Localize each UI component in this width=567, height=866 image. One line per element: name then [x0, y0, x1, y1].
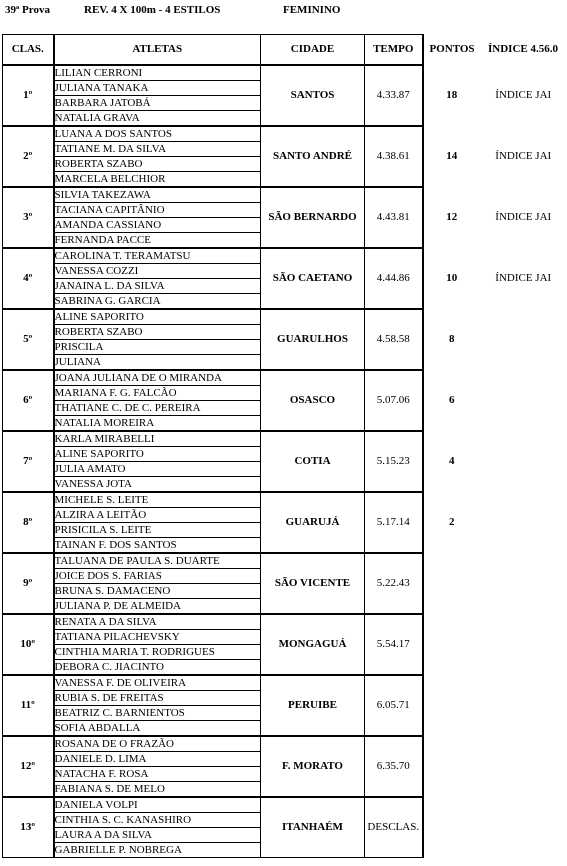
city-cell: MONGAGUÁ	[261, 614, 365, 675]
time-cell: 4.33.87	[365, 65, 423, 126]
time-cell: 6.05.71	[365, 675, 423, 736]
city-cell: SANTOS	[261, 65, 365, 126]
time-cell: 4.43.81	[365, 187, 423, 248]
athlete-name: MICHELE S. LEITE	[54, 492, 261, 508]
city-cell: GUARULHOS	[261, 309, 365, 370]
table-row	[3, 553, 566, 569]
time-cell: 6.35.70	[365, 736, 423, 797]
index-cell	[481, 431, 566, 492]
city-cell: ITANHAÉM	[261, 797, 365, 858]
table-row	[3, 187, 566, 203]
athlete-name: VANESSA COZZI	[54, 264, 261, 279]
athlete-name: MARIANA F. G. FALCÃO	[54, 386, 261, 401]
athlete-name: TACIANA CAPITÂNIO	[54, 203, 261, 218]
table-row	[3, 248, 566, 264]
table-row	[3, 736, 566, 752]
athlete-name: CINTHIA S. C. KANASHIRO	[54, 813, 261, 828]
index-cell: ÍNDICE JAI	[495, 89, 552, 101]
table-row	[3, 614, 566, 630]
athlete-name: ROBERTA SZABO	[54, 325, 261, 340]
athlete-name: BEATRIZ C. BARNIENTOS	[54, 706, 261, 721]
athlete-name: TATIANA PILACHEVSKY	[54, 630, 261, 645]
placement-cell: 2º	[3, 126, 54, 187]
athlete-name: JULIANA TANAKA	[54, 81, 261, 96]
table-row	[3, 65, 566, 81]
athlete-name: LILIAN CERRONI	[54, 65, 261, 81]
athlete-name: LUANA A DOS SANTOS	[54, 126, 261, 142]
event-name: REV. 4 X 100m - 4 ESTILOS	[84, 4, 221, 16]
points-cell: 6	[449, 394, 455, 406]
points-cell: 10	[446, 272, 458, 284]
athlete-name: TAINAN F. DOS SANTOS	[54, 538, 261, 554]
athlete-name: LAURA A DA SILVA	[54, 828, 261, 843]
athlete-name: DANIELA VOLPI	[54, 797, 261, 813]
athlete-name: ALINE SAPORITO	[54, 447, 261, 462]
col-header-pontos: PONTOS	[429, 43, 475, 56]
athlete-name: TALUANA DE PAULA S. DUARTE	[54, 553, 261, 569]
city-cell: SANTO ANDRÉ	[261, 126, 365, 187]
placement-cell: 4º	[3, 248, 54, 309]
placement-cell: 8º	[3, 492, 54, 553]
athlete-name: ROSANA DE O FRAZÃO	[54, 736, 261, 752]
points-cell: 18	[446, 89, 458, 101]
athlete-name: AMANDA CASSIANO	[54, 218, 261, 233]
athlete-name: VANESSA JOTA	[54, 477, 261, 493]
athlete-name: PRISCILA	[54, 340, 261, 355]
athlete-name: ALINE SAPORITO	[54, 309, 261, 325]
city-cell: PERUIBE	[261, 675, 365, 736]
placement-cell: 7º	[3, 431, 54, 492]
points-cell: 12	[446, 211, 458, 223]
index-cell: ÍNDICE JAI	[495, 150, 552, 162]
athlete-name: PRISICILA S. LEITE	[54, 523, 261, 538]
index-cell	[481, 675, 566, 736]
placement-cell: 12º	[3, 736, 54, 797]
placement-cell: 13º	[3, 797, 54, 858]
index-cell: ÍNDICE JAI	[495, 272, 552, 284]
points-cell	[423, 797, 481, 858]
col-header-atletas: ATLETAS	[54, 35, 261, 66]
col-header-tempo: TEMPO	[365, 35, 423, 66]
athlete-name: GABRIELLE P. NOBREGA	[54, 843, 261, 858]
index-cell: ÍNDICE JAI	[495, 211, 552, 223]
athlete-name: JOICE DOS S. FARIAS	[54, 569, 261, 584]
athlete-name: KARLA MIRABELLI	[54, 431, 261, 447]
athlete-name: JULIANA	[54, 355, 261, 371]
index-cell	[481, 736, 566, 797]
athlete-name: NATACHA F. ROSA	[54, 767, 261, 782]
athlete-name: JULIA AMATO	[54, 462, 261, 477]
city-cell: F. MORATO	[261, 736, 365, 797]
time-cell: 4.58.58	[365, 309, 423, 370]
time-cell: DESCLAS.	[365, 797, 423, 858]
event-number: 39ª Prova	[5, 4, 50, 16]
athlete-name: NATALIA MOREIRA	[54, 416, 261, 432]
athlete-name: JANAINA L. DA SILVA	[54, 279, 261, 294]
placement-cell: 9º	[3, 553, 54, 614]
table-row	[3, 492, 566, 508]
athlete-name: DEBORA C. JIACINTO	[54, 660, 261, 676]
placement-cell: 11º	[3, 675, 54, 736]
index-cell	[481, 492, 566, 553]
placement-cell: 10º	[3, 614, 54, 675]
time-cell: 5.22.43	[365, 553, 423, 614]
points-cell: 14	[446, 150, 458, 162]
athlete-name: ROBERTA SZABO	[54, 157, 261, 172]
col-header-indice: ÍNDICE 4.56.0	[488, 43, 558, 56]
col-header-cidade: CIDADE	[261, 35, 365, 66]
athlete-name: CAROLINA T. TERAMATSU	[54, 248, 261, 264]
results-body	[3, 65, 566, 858]
points-cell	[423, 736, 481, 797]
athlete-name: VANESSA F. DE OLIVEIRA	[54, 675, 261, 691]
city-cell: COTIA	[261, 431, 365, 492]
city-cell: SÃO VICENTE	[261, 553, 365, 614]
index-cell	[481, 370, 566, 431]
athlete-name: NATALIA GRAVA	[54, 111, 261, 127]
athlete-name: DANIELE D. LIMA	[54, 752, 261, 767]
athlete-name: SILVIA TAKEZAWA	[54, 187, 261, 203]
event-gender: FEMININO	[283, 4, 341, 16]
athlete-name: CINTHIA MARIA T. RODRIGUES	[54, 645, 261, 660]
athlete-name: RENATA A DA SILVA	[54, 614, 261, 630]
points-cell: 8	[449, 333, 455, 345]
table-row	[3, 126, 566, 142]
city-cell: GUARUJÁ	[261, 492, 365, 553]
index-cell	[481, 797, 566, 858]
athlete-name: ALZIRA A LEITÃO	[54, 508, 261, 523]
city-cell: SÃO CAETANO	[261, 248, 365, 309]
col-header-clas: CLAS.	[3, 35, 54, 66]
athlete-name: THATIANE C. DE C. PEREIRA	[54, 401, 261, 416]
index-cell	[481, 553, 566, 614]
points-cell	[423, 614, 481, 675]
athlete-name: TATIANE M. DA SILVA	[54, 142, 261, 157]
table-row	[3, 797, 566, 813]
city-cell: SÃO BERNARDO	[261, 187, 365, 248]
athlete-name: JOANA JULIANA DE O MIRANDA	[54, 370, 261, 386]
athlete-name: MARCELA BELCHIOR	[54, 172, 261, 188]
time-cell: 5.54.17	[365, 614, 423, 675]
athlete-name: BRUNA S. DAMACENO	[54, 584, 261, 599]
athlete-name: SOFIA ABDALLA	[54, 721, 261, 737]
athlete-name: SABRINA G. GARCIA	[54, 294, 261, 310]
athlete-name: RUBIA S. DE FREITAS	[54, 691, 261, 706]
placement-cell: 5º	[3, 309, 54, 370]
table-row	[3, 309, 566, 325]
athlete-name: FERNANDA PACCE	[54, 233, 261, 249]
placement-cell: 3º	[3, 187, 54, 248]
time-cell: 5.07.06	[365, 370, 423, 431]
time-cell: 5.17.14	[365, 492, 423, 553]
points-cell	[423, 553, 481, 614]
city-cell: OSASCO	[261, 370, 365, 431]
results-table	[2, 34, 566, 858]
table-header-row	[3, 35, 566, 66]
table-row	[3, 370, 566, 386]
time-cell: 4.44.86	[365, 248, 423, 309]
athlete-name: JULIANA P. DE ALMEIDA	[54, 599, 261, 615]
points-cell: 4	[449, 455, 455, 467]
time-cell: 4.38.61	[365, 126, 423, 187]
table-row	[3, 431, 566, 447]
index-cell	[481, 309, 566, 370]
placement-cell: 1º	[3, 65, 54, 126]
points-cell	[423, 675, 481, 736]
table-row	[3, 675, 566, 691]
points-cell: 2	[449, 516, 455, 528]
time-cell: 5.15.23	[365, 431, 423, 492]
index-cell	[481, 614, 566, 675]
athlete-name: FABIANA S. DE MELO	[54, 782, 261, 798]
athlete-name: BARBARA JATOBÁ	[54, 96, 261, 111]
placement-cell: 6º	[3, 370, 54, 431]
